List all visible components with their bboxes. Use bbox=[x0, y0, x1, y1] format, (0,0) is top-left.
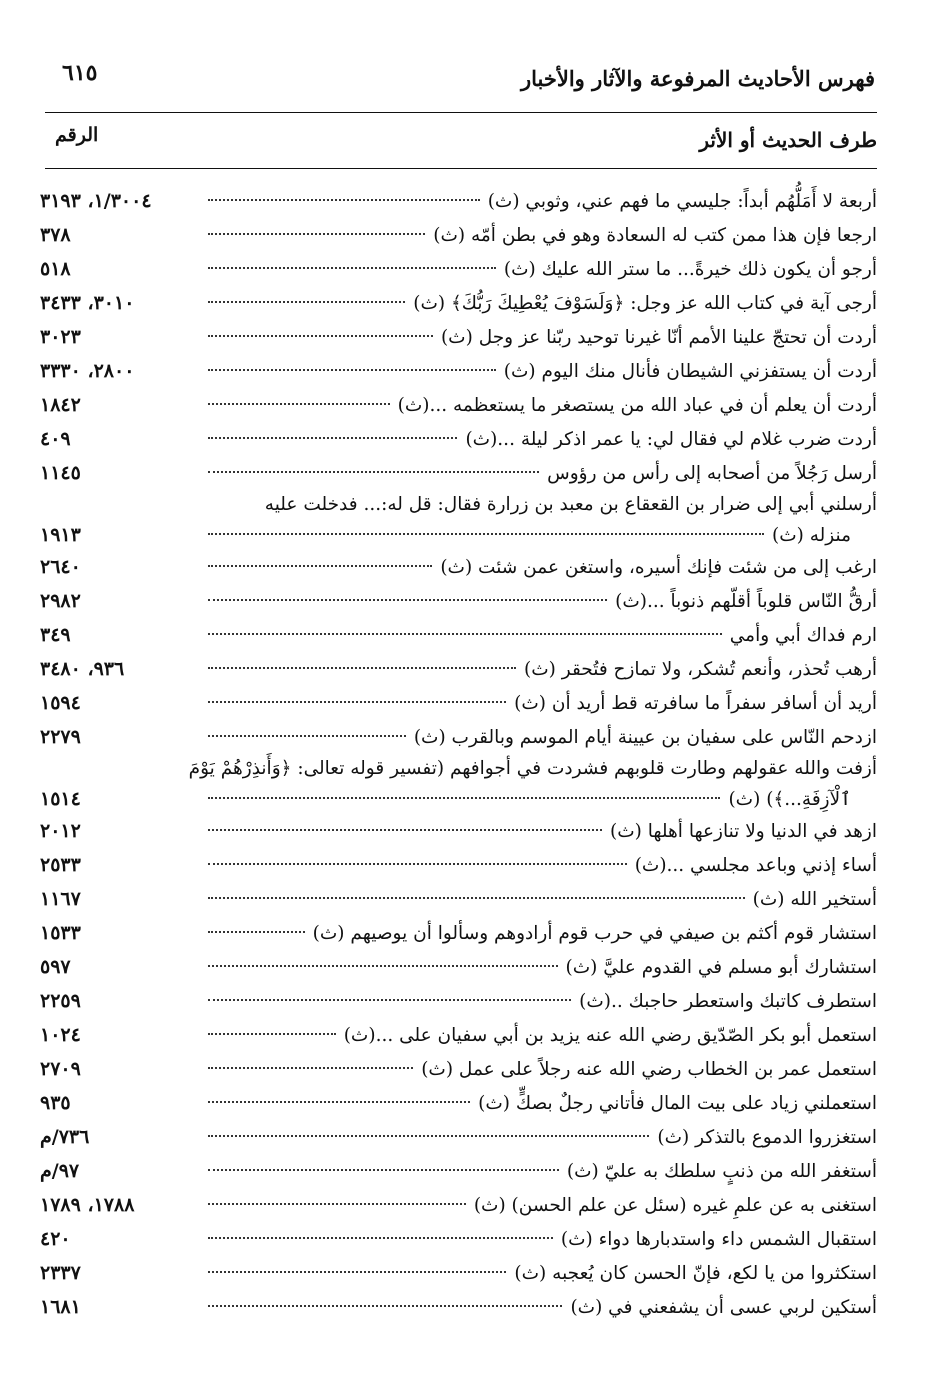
entry-text: أستغفر الله من ذنبٍ سلطك به عليّ (ث) bbox=[566, 1161, 877, 1182]
index-entry bbox=[40, 848, 877, 882]
index-entry bbox=[40, 1018, 877, 1052]
entry-line bbox=[40, 1290, 877, 1324]
entry-reference-number: ٤٢٠ bbox=[40, 1228, 71, 1250]
index-entry bbox=[40, 720, 877, 754]
entry-text: أرجى آية في كتاب الله عز وجل: ﴿وَلَسَوْفَ يُعْطِيكَ رَبُّكَ﴾ (ث) bbox=[413, 293, 877, 314]
entry-text: أردت أن يعلم أن في عباد الله من يستصغر ما يستعظمه ...(ث) bbox=[397, 395, 877, 416]
entry-reference-number: ١٥٩٤ bbox=[40, 692, 81, 714]
entry-line bbox=[40, 422, 877, 456]
entry-reference-number: ٤٠٩ bbox=[40, 428, 71, 450]
index-entry bbox=[40, 1052, 877, 1086]
entry-reference-number: ٩٧/م bbox=[40, 1160, 80, 1182]
entry-text: استطرف كاتبك واستعطر حاجبك ..(ث) bbox=[579, 991, 877, 1012]
dot-leader bbox=[208, 1135, 649, 1137]
entry-line bbox=[40, 1256, 877, 1290]
dot-leader bbox=[208, 1237, 553, 1239]
entry-reference-number: ٢٢٧٩ bbox=[40, 726, 81, 748]
entry-line bbox=[40, 1222, 877, 1256]
entry-reference-number: ١/٣٠٠٤، ٣١٩٣ bbox=[40, 190, 152, 212]
entry-reference-number: ٢٧٠٩ bbox=[40, 1058, 81, 1080]
dot-leader bbox=[208, 369, 496, 371]
entry-reference-number: ٢٠١٢ bbox=[40, 820, 81, 842]
dot-leader bbox=[208, 199, 480, 201]
index-entry bbox=[40, 456, 877, 490]
dot-leader bbox=[208, 667, 516, 669]
entry-reference-number: ٢٣٣٧ bbox=[40, 1262, 81, 1284]
entry-text: استقبال الشمس داء واستدبارها دواء (ث) bbox=[560, 1229, 877, 1250]
entry-text: استعمل عمر بن الخطاب رضي الله عنه رجلاً على عمل (ث) bbox=[421, 1059, 877, 1080]
dot-leader bbox=[208, 471, 539, 473]
dot-leader bbox=[208, 403, 390, 405]
entry-text: أساء إذني وباعد مجلسي ...(ث) bbox=[634, 855, 877, 876]
dot-leader bbox=[208, 1203, 466, 1205]
entry-reference-number: ١٠٢٤ bbox=[40, 1024, 81, 1046]
entry-text: ارم فداك أبي وأمي bbox=[729, 625, 877, 646]
entry-line bbox=[40, 1052, 877, 1086]
entry-line bbox=[40, 916, 877, 950]
index-entry bbox=[40, 320, 877, 354]
entry-text: ازهد في الدنيا ولا تنازعها أهلها (ث) bbox=[610, 821, 877, 842]
index-entry bbox=[40, 1256, 877, 1290]
entry-reference-number: ١٩١٣ bbox=[40, 524, 81, 546]
entry-reference-number: ٢٢٥٩ bbox=[40, 990, 81, 1012]
entry-reference-number: ٣٤٩ bbox=[40, 624, 71, 646]
dot-leader bbox=[208, 701, 506, 703]
dot-leader bbox=[208, 863, 627, 865]
entry-reference-number: ٣٧٨ bbox=[40, 224, 71, 246]
dot-leader bbox=[208, 301, 405, 303]
index-entry bbox=[40, 1290, 877, 1324]
dot-leader bbox=[208, 1305, 562, 1307]
dot-leader bbox=[208, 965, 558, 967]
dot-leader bbox=[208, 1169, 559, 1171]
entry-reference-number: ٥١٨ bbox=[40, 258, 71, 280]
dot-leader bbox=[208, 1033, 336, 1035]
entry-text: ارغب إلى من شئت فإنك أسيره، واستغن عمن شئت (ث) bbox=[440, 557, 877, 578]
entry-text: ٱلْآزِفَةِ...﴾) (ث) bbox=[728, 789, 851, 810]
dot-leader bbox=[208, 437, 457, 439]
entry-reference-number: ١٨٤٢ bbox=[40, 394, 81, 416]
entry-text: أربعة لا أَمَلُّهُم أبداً: جليسي ما فهم عني، وثوبي (ث) bbox=[487, 191, 877, 212]
index-entry bbox=[40, 490, 877, 550]
entry-reference-number: ١٧٨٨، ١٧٨٩ bbox=[40, 1194, 135, 1216]
dot-leader bbox=[208, 1271, 506, 1273]
entry-line bbox=[40, 286, 877, 320]
index-entry bbox=[40, 686, 877, 720]
entry-text: أردت ضرب غلام لي فقال لي: يا عمر اذكر ليلة ...(ث) bbox=[465, 429, 877, 450]
entry-line bbox=[40, 354, 877, 388]
entry-text: أردت أن يستفزني الشيطان فأنال منك اليوم (ث) bbox=[503, 361, 877, 382]
column-rule bbox=[45, 168, 877, 169]
entry-text: استغنى به عن علمِ غيره (سئل عن علم الحسن) (ث) bbox=[473, 1195, 877, 1216]
entry-text: استشار قوم أكثم بن صيفي في حرب قوم أرادوهم وسألوا أن يوصيهم (ث) bbox=[312, 923, 877, 944]
page-number: ٦١٥ bbox=[62, 60, 98, 86]
index-entry bbox=[40, 814, 877, 848]
running-title: فهرس الأحاديث المرفوعة والآثار والأخبار bbox=[521, 66, 875, 91]
entry-line bbox=[40, 1120, 877, 1154]
entry-line bbox=[40, 490, 877, 520]
index-entry bbox=[40, 550, 877, 584]
index-entry bbox=[40, 252, 877, 286]
dot-leader bbox=[208, 931, 305, 933]
dot-leader bbox=[208, 533, 764, 535]
dot-leader bbox=[208, 999, 571, 1001]
index-entry bbox=[40, 916, 877, 950]
entry-text: أرجو أن يكون ذلك خيرةً... ما ستر الله عليك (ث) bbox=[503, 259, 877, 280]
entry-text: أرسل رَجُلاً من أصحابه إلى رأس من رؤوس bbox=[547, 463, 877, 484]
entry-line bbox=[40, 882, 877, 916]
entry-text: أرهب تُحذر، وأنعم تُشكر، ولا تمازح فتُحقر (ث) bbox=[524, 659, 877, 680]
index-entry bbox=[40, 388, 877, 422]
index-entry bbox=[40, 1086, 877, 1120]
entry-reference-number: ٣٠٢٣ bbox=[40, 326, 81, 348]
index-entry bbox=[40, 1222, 877, 1256]
entry-text: استشارك أبو مسلم في القدوم عليَّ (ث) bbox=[565, 957, 877, 978]
entry-list bbox=[40, 184, 877, 1324]
entry-line bbox=[40, 1154, 877, 1188]
entry-line bbox=[40, 1086, 877, 1120]
dot-leader bbox=[208, 267, 496, 269]
entry-reference-number: ١٦٨١ bbox=[40, 1296, 81, 1318]
entry-text: استعملني زياد على بيت المال فأتاني رجلٌ بصكٍّ (ث) bbox=[478, 1093, 877, 1114]
entry-reference-number: ٣٠١٠، ٣٤٣٣ bbox=[40, 292, 135, 314]
dot-leader bbox=[208, 599, 607, 601]
entry-reference-number: ٥٩٧ bbox=[40, 956, 71, 978]
dot-leader bbox=[208, 897, 745, 899]
dot-leader bbox=[208, 735, 406, 737]
dot-leader bbox=[208, 233, 425, 235]
index-entry bbox=[40, 950, 877, 984]
entry-reference-number: ١١٦٧ bbox=[40, 888, 81, 910]
entry-line bbox=[40, 848, 877, 882]
index-entry bbox=[40, 618, 877, 652]
entry-text: أستكين لربي عسى أن يشفعني في (ث) bbox=[570, 1297, 877, 1318]
entry-line bbox=[40, 550, 877, 584]
entry-text: أزفت والله عقولهم وطارت قلوبهم فشردت في أجوافهم (تفسير قوله تعالى: ﴿وَأَنذِرْهُمْ يَوْمَ bbox=[188, 758, 877, 779]
entry-reference-number: ١٥١٤ bbox=[40, 788, 81, 810]
index-entry bbox=[40, 1188, 877, 1222]
entry-line bbox=[40, 1188, 877, 1222]
entry-reference-number: ٩٣٦، ٣٤٨٠ bbox=[40, 658, 125, 680]
entry-text: استعمل أبو بكر الصّدّيق رضي الله عنه يزيد بن أبي سفيان على ...(ث) bbox=[343, 1025, 877, 1046]
entry-reference-number: ٢٦٤٠ bbox=[40, 556, 81, 578]
header-rule bbox=[45, 112, 877, 113]
entry-text: ارجعا فإن هذا ممن كتب له السعادة وهو في بطن أمّه (ث) bbox=[433, 225, 877, 246]
dot-leader bbox=[208, 565, 432, 567]
entry-line bbox=[40, 456, 877, 490]
index-entry bbox=[40, 584, 877, 618]
entry-line bbox=[40, 720, 877, 754]
entry-text: أردت أن تحتجّ علينا الأمم أنّا غيرنا توحيد ربّنا عز وجل (ث) bbox=[440, 327, 877, 348]
entry-text: أريد أن أسافر سفراً ما سافرته قط أريد أن (ث) bbox=[514, 693, 877, 714]
index-entry bbox=[40, 354, 877, 388]
entry-line bbox=[40, 320, 877, 354]
entry-text: منزله (ث) bbox=[772, 525, 851, 546]
index-entry bbox=[40, 422, 877, 456]
column-heading-number: الرقم bbox=[55, 124, 99, 146]
entry-reference-number: ٢٥٣٣ bbox=[40, 854, 81, 876]
entry-line bbox=[40, 520, 877, 550]
entry-reference-number: ١٥٣٣ bbox=[40, 922, 81, 944]
index-entry bbox=[40, 184, 877, 218]
entry-text: أستخير الله (ث) bbox=[752, 889, 877, 910]
entry-reference-number: ١١٤٥ bbox=[40, 462, 81, 484]
dot-leader bbox=[208, 829, 602, 831]
entry-line bbox=[40, 1018, 877, 1052]
entry-line bbox=[40, 584, 877, 618]
dot-leader bbox=[208, 633, 722, 635]
entry-line bbox=[40, 686, 877, 720]
entry-line bbox=[40, 754, 877, 784]
index-entry bbox=[40, 286, 877, 320]
dot-leader bbox=[208, 1101, 470, 1103]
dot-leader bbox=[208, 335, 433, 337]
entry-line bbox=[40, 814, 877, 848]
entry-line bbox=[40, 950, 877, 984]
entry-line bbox=[40, 184, 877, 218]
entry-text: أرسلني أبي إلى ضرار بن القعقاع بن معبد بن زرارة فقال: قل له:... فدخلت عليه bbox=[264, 494, 877, 515]
index-entry bbox=[40, 984, 877, 1018]
index-entry bbox=[40, 218, 877, 252]
entry-line bbox=[40, 252, 877, 286]
entry-line bbox=[40, 388, 877, 422]
entry-line bbox=[40, 218, 877, 252]
index-entry bbox=[40, 754, 877, 814]
entry-reference-number: ٩٣٥ bbox=[40, 1092, 71, 1114]
entry-line bbox=[40, 984, 877, 1018]
column-heading-text: طرف الحديث أو الأثر bbox=[699, 128, 877, 152]
entry-text: استغزروا الدموع بالتذكر (ث) bbox=[657, 1127, 877, 1148]
dot-leader bbox=[208, 797, 720, 799]
dot-leader bbox=[208, 1067, 413, 1069]
entry-text: استكثروا من يا لكع، فإنّ الحسن كان يُعجبه (ث) bbox=[514, 1263, 877, 1284]
index-entry bbox=[40, 1154, 877, 1188]
entry-line bbox=[40, 618, 877, 652]
entry-reference-number: ٢٨٠٠، ٣٣٣٠ bbox=[40, 360, 135, 382]
index-entry bbox=[40, 652, 877, 686]
index-entry bbox=[40, 882, 877, 916]
index-entry bbox=[40, 1120, 877, 1154]
entry-reference-number: ٧٣٦/م bbox=[40, 1126, 90, 1148]
entry-line bbox=[40, 652, 877, 686]
entry-text: ازدحم النّاس على سفيان بن عيينة أيام الموسم وبالقرب (ث) bbox=[413, 727, 877, 748]
entry-reference-number: ٢٩٨٢ bbox=[40, 590, 81, 612]
entry-text: أرقُّ النّاس قلوباً أقلّهم ذنوباً ...(ث) bbox=[615, 591, 877, 612]
entry-line bbox=[40, 784, 877, 814]
